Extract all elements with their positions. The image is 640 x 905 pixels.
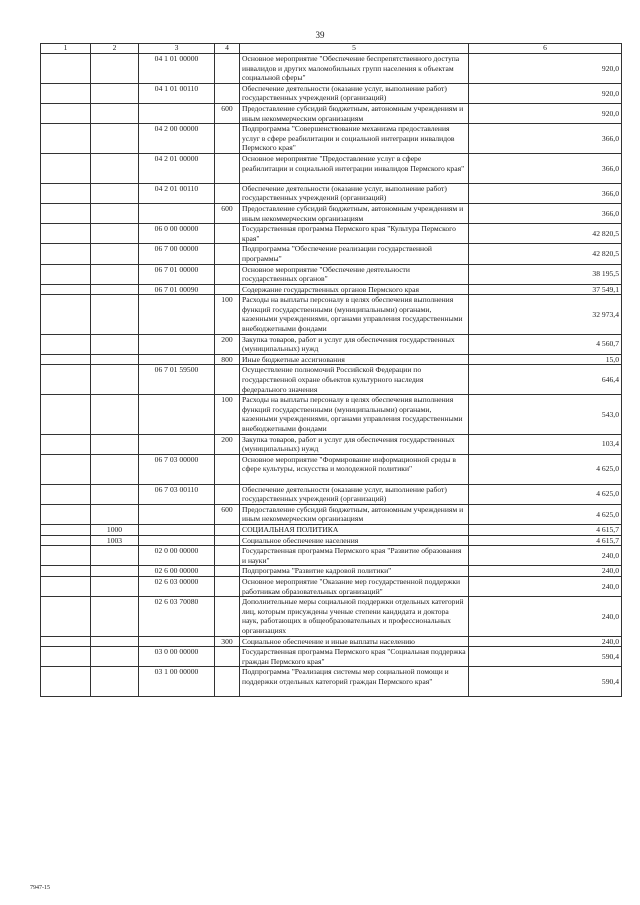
table-row — [41, 354, 622, 365]
description-cell: Содержание государственных органов Пермского края — [240, 284, 469, 295]
header-row — [41, 44, 622, 54]
section-code-cell — [91, 244, 139, 264]
amount-cell: 38 195,5 — [469, 264, 622, 284]
target-article-code-cell: 06 7 01 00000 — [139, 264, 215, 284]
target-article-code-cell — [139, 354, 215, 365]
section-code-cell — [91, 454, 139, 484]
col-1-cell — [41, 535, 91, 546]
expense-type-code-cell — [215, 54, 240, 84]
section-code-cell — [91, 667, 139, 697]
amount-cell: 543,0 — [469, 395, 622, 434]
amount-cell: 37 549,1 — [469, 284, 622, 295]
target-article-code-cell — [139, 525, 215, 536]
col-1-cell — [41, 484, 91, 504]
expense-type-code-cell — [215, 647, 240, 667]
table-row — [41, 124, 622, 154]
header-col-3: 3 — [139, 44, 215, 54]
col-1-cell — [41, 525, 91, 536]
section-code-cell — [91, 54, 139, 84]
expense-type-code-cell: 200 — [215, 334, 240, 354]
section-code-cell — [91, 183, 139, 203]
amount-cell: 366,0 — [469, 124, 622, 154]
section-code-cell — [91, 576, 139, 596]
description-cell: Закупка товаров, работ и услуг для обеспечения государственных (муниципальных) нужд — [240, 334, 469, 354]
section-code-cell — [91, 284, 139, 295]
table-row — [41, 284, 622, 295]
col-1-cell — [41, 264, 91, 284]
target-article-code-cell: 06 7 03 00110 — [139, 484, 215, 504]
expense-type-code-cell — [215, 124, 240, 154]
col-1-cell — [41, 224, 91, 244]
amount-cell: 240,0 — [469, 597, 622, 636]
header-col-6: 6 — [469, 44, 622, 54]
target-article-code-cell: 02 6 03 00000 — [139, 576, 215, 596]
col-1-cell — [41, 124, 91, 154]
target-article-code-cell: 06 7 01 00090 — [139, 284, 215, 295]
description-cell: Основное мероприятие "Предоставление услуг в сфере реабилитации и социальной интеграции инвалидов Пермского края" — [240, 153, 469, 183]
section-code-cell — [91, 597, 139, 636]
target-article-code-cell: 02 6 00 00000 — [139, 566, 215, 577]
section-code-cell — [91, 484, 139, 504]
description-cell: Обеспечение деятельности (оказание услуг, выполнение работ) государственных учреждений (организаций) — [240, 484, 469, 504]
expense-type-code-cell — [215, 525, 240, 536]
description-cell: Предоставление субсидий бюджетным, автономным учреждениям и иным некоммерческим организациям — [240, 103, 469, 123]
table-row — [41, 103, 622, 123]
amount-cell: 920,0 — [469, 54, 622, 84]
col-1-cell — [41, 667, 91, 697]
description-cell: Основное мероприятие "Обеспечение беспрепятственного доступа инвалидов и других маломобильных групп населения к объектам социальной сферы" — [240, 54, 469, 84]
col-1-cell — [41, 504, 91, 524]
expense-type-code-cell — [215, 365, 240, 395]
expense-type-code-cell: 300 — [215, 636, 240, 647]
table-row — [41, 647, 622, 667]
section-code-cell — [91, 153, 139, 183]
amount-cell: 366,0 — [469, 153, 622, 183]
col-1-cell — [41, 597, 91, 636]
description-cell: Дополнительные меры социальной поддержки отдельных категорий лиц, которым присуждены ученые степени кандидата и доктора наук, работающих в общеобразовательных и профессиональных организациях — [240, 597, 469, 636]
table-row — [41, 153, 622, 183]
expense-type-code-cell — [215, 667, 240, 697]
description-cell: Подпрограмма "Совершенствование механизма предоставления услуг в сфере реабилитации и социальной интеграции инвалидов Пермского края" — [240, 124, 469, 154]
col-1-cell — [41, 153, 91, 183]
section-code-cell — [91, 224, 139, 244]
amount-cell: 4 625,0 — [469, 454, 622, 484]
col-1-cell — [41, 244, 91, 264]
table-row — [41, 535, 622, 546]
amount-cell: 366,0 — [469, 183, 622, 203]
amount-cell: 240,0 — [469, 636, 622, 647]
amount-cell: 42 820,5 — [469, 244, 622, 264]
description-cell: Иные бюджетные ассигнования — [240, 354, 469, 365]
section-code-cell — [91, 83, 139, 103]
col-1-cell — [41, 454, 91, 484]
page-number: 39 — [315, 30, 325, 40]
amount-cell: 590,4 — [469, 647, 622, 667]
expense-type-code-cell: 100 — [215, 295, 240, 334]
amount-cell: 4 615,7 — [469, 525, 622, 536]
expense-type-code-cell — [215, 183, 240, 203]
table-row — [41, 395, 622, 434]
col-1-cell — [41, 365, 91, 395]
section-code-cell — [91, 365, 139, 395]
expense-type-code-cell — [215, 546, 240, 566]
amount-cell: 240,0 — [469, 576, 622, 596]
amount-cell: 240,0 — [469, 546, 622, 566]
target-article-code-cell: 04 2 01 00110 — [139, 183, 215, 203]
description-cell: Осуществление полномочий Российской Федерации по государственной охране объектов культурного наследия федерального значения — [240, 365, 469, 395]
target-article-code-cell: 06 7 00 00000 — [139, 244, 215, 264]
table-row — [41, 636, 622, 647]
description-cell: Обеспечение деятельности (оказание услуг, выполнение работ) государственных учреждений (организаций) — [240, 83, 469, 103]
section-code-cell — [91, 203, 139, 223]
expense-type-code-cell — [215, 244, 240, 264]
target-article-code-cell — [139, 504, 215, 524]
header-col-2: 2 — [91, 44, 139, 54]
target-article-code-cell: 04 1 01 00110 — [139, 83, 215, 103]
table-row — [41, 434, 622, 454]
table-row — [41, 334, 622, 354]
description-cell: Государственная программа Пермского края "Социальная поддержка граждан Пермского края" — [240, 647, 469, 667]
col-1-cell — [41, 334, 91, 354]
section-code-cell — [91, 354, 139, 365]
table-row — [41, 244, 622, 264]
description-cell: Обеспечение деятельности (оказание услуг, выполнение работ) государственных учреждений (организаций) — [240, 183, 469, 203]
description-cell: Государственная программа Пермского края "Развитие образования и науки" — [240, 546, 469, 566]
amount-cell: 4 625,0 — [469, 484, 622, 504]
section-code-cell — [91, 504, 139, 524]
expense-type-code-cell — [215, 153, 240, 183]
expense-type-code-cell — [215, 597, 240, 636]
table-row — [41, 504, 622, 524]
table-row — [41, 83, 622, 103]
target-article-code-cell: 04 2 01 00000 — [139, 153, 215, 183]
expense-type-code-cell: 600 — [215, 203, 240, 223]
table-row — [41, 546, 622, 566]
section-code-cell — [91, 636, 139, 647]
col-1-cell — [41, 354, 91, 365]
col-1-cell — [41, 203, 91, 223]
table-row — [41, 484, 622, 504]
description-cell: Подпрограмма "Обеспечение реализации государственной программы" — [240, 244, 469, 264]
target-article-code-cell: 06 7 01 59500 — [139, 365, 215, 395]
section-code-cell — [91, 103, 139, 123]
section-code-cell: 1000 — [91, 525, 139, 536]
amount-cell: 366,0 — [469, 203, 622, 223]
description-cell: Основное мероприятие "Формирование информационной среды в сфере культуры, искусства и молодежной политики" — [240, 454, 469, 484]
section-code-cell — [91, 295, 139, 334]
col-1-cell — [41, 566, 91, 577]
expense-type-code-cell: 600 — [215, 504, 240, 524]
amount-cell: 4 625,0 — [469, 504, 622, 524]
target-article-code-cell: 03 1 00 00000 — [139, 667, 215, 697]
section-code-cell — [91, 334, 139, 354]
expense-type-code-cell — [215, 566, 240, 577]
description-cell: Социальное обеспечение и иные выплаты населению — [240, 636, 469, 647]
table-row — [41, 365, 622, 395]
amount-cell: 4 615,7 — [469, 535, 622, 546]
section-code-cell — [91, 647, 139, 667]
table-row — [41, 566, 622, 577]
expense-type-code-cell — [215, 535, 240, 546]
col-1-cell — [41, 434, 91, 454]
expense-type-code-cell — [215, 284, 240, 295]
expense-type-code-cell — [215, 454, 240, 484]
amount-cell: 920,0 — [469, 103, 622, 123]
expense-type-code-cell: 600 — [215, 103, 240, 123]
expense-type-code-cell — [215, 224, 240, 244]
expense-type-code-cell — [215, 484, 240, 504]
col-1-cell — [41, 636, 91, 647]
target-article-code-cell — [139, 636, 215, 647]
table-row — [41, 183, 622, 203]
col-1-cell — [41, 54, 91, 84]
target-article-code-cell — [139, 535, 215, 546]
header-col-4: 4 — [215, 44, 240, 54]
section-code-cell — [91, 395, 139, 434]
target-article-code-cell: 06 7 03 00000 — [139, 454, 215, 484]
section-code-cell — [91, 264, 139, 284]
description-cell: Основное мероприятие "Оказание мер государственной поддержки работникам образовательных организаций" — [240, 576, 469, 596]
description-cell: Расходы на выплаты персоналу в целях обеспечения выполнения функций государственными (муниципальными) органами, казенными учреждениями, органами управления государственными внебюджетными фондами — [240, 395, 469, 434]
expense-type-code-cell — [215, 576, 240, 596]
target-article-code-cell — [139, 334, 215, 354]
description-cell: Расходы на выплаты персоналу в целях обеспечения выполнения функций государственными (муниципальными) органами, казенными учреждениями, органами управления государственными внебюджетными фондами — [240, 295, 469, 334]
budget-table — [40, 43, 622, 697]
amount-cell: 15,0 — [469, 354, 622, 365]
section-code-cell — [91, 124, 139, 154]
col-1-cell — [41, 647, 91, 667]
expense-type-code-cell: 100 — [215, 395, 240, 434]
table-row — [41, 203, 622, 223]
description-cell: Основное мероприятие "Обеспечение деятельности государственных органов" — [240, 264, 469, 284]
table-row — [41, 525, 622, 536]
expense-type-code-cell — [215, 83, 240, 103]
table-row — [41, 54, 622, 84]
target-article-code-cell — [139, 434, 215, 454]
target-article-code-cell: 04 1 01 00000 — [139, 54, 215, 84]
description-cell: Предоставление субсидий бюджетным, автономным учреждениям и иным некоммерческим организациям — [240, 504, 469, 524]
col-1-cell — [41, 295, 91, 334]
amount-cell: 590,4 — [469, 667, 622, 697]
expense-type-code-cell: 800 — [215, 354, 240, 365]
amount-cell: 646,4 — [469, 365, 622, 395]
target-article-code-cell: 02 0 00 00000 — [139, 546, 215, 566]
target-article-code-cell: 04 2 00 00000 — [139, 124, 215, 154]
table-row — [41, 264, 622, 284]
table-row — [41, 576, 622, 596]
section-code-cell — [91, 434, 139, 454]
col-1-cell — [41, 546, 91, 566]
header-col-1: 1 — [41, 44, 91, 54]
amount-cell: 4 560,7 — [469, 334, 622, 354]
col-1-cell — [41, 103, 91, 123]
amount-cell: 42 820,5 — [469, 224, 622, 244]
description-cell: Социальное обеспечение населения — [240, 535, 469, 546]
description-cell: СОЦИАЛЬНАЯ ПОЛИТИКА — [240, 525, 469, 536]
table-row — [41, 224, 622, 244]
amount-cell: 920,0 — [469, 83, 622, 103]
col-1-cell — [41, 576, 91, 596]
col-1-cell — [41, 183, 91, 203]
target-article-code-cell — [139, 203, 215, 223]
description-cell: Закупка товаров, работ и услуг для обеспечения государственных (муниципальных) нужд — [240, 434, 469, 454]
description-cell: Государственная программа Пермского края "Культура Пермского края" — [240, 224, 469, 244]
table-row — [41, 454, 622, 484]
table-row — [41, 597, 622, 636]
expense-type-code-cell: 200 — [215, 434, 240, 454]
description-cell: Подпрограмма "Реализация системы мер социальной помощи и поддержки отдельных категорий граждан Пермского края" — [240, 667, 469, 697]
target-article-code-cell: 06 0 00 00000 — [139, 224, 215, 244]
amount-cell: 103,4 — [469, 434, 622, 454]
header-col-5: 5 — [240, 44, 469, 54]
target-article-code-cell: 03 0 00 00000 — [139, 647, 215, 667]
document-code: 7947-15 — [30, 885, 50, 891]
target-article-code-cell — [139, 103, 215, 123]
amount-cell: 32 973,4 — [469, 295, 622, 334]
col-1-cell — [41, 284, 91, 295]
col-1-cell — [41, 395, 91, 434]
section-code-cell: 1003 — [91, 535, 139, 546]
table-row — [41, 667, 622, 697]
description-cell: Предоставление субсидий бюджетным, автономным учреждениям и иным некоммерческим организациям — [240, 203, 469, 223]
amount-cell: 240,0 — [469, 566, 622, 577]
description-cell: Подпрограмма "Развитие кадровой политики" — [240, 566, 469, 577]
table-row — [41, 295, 622, 334]
section-code-cell — [91, 566, 139, 577]
target-article-code-cell: 02 6 03 70080 — [139, 597, 215, 636]
target-article-code-cell — [139, 295, 215, 334]
section-code-cell — [91, 546, 139, 566]
col-1-cell — [41, 83, 91, 103]
target-article-code-cell — [139, 395, 215, 434]
expense-type-code-cell — [215, 264, 240, 284]
